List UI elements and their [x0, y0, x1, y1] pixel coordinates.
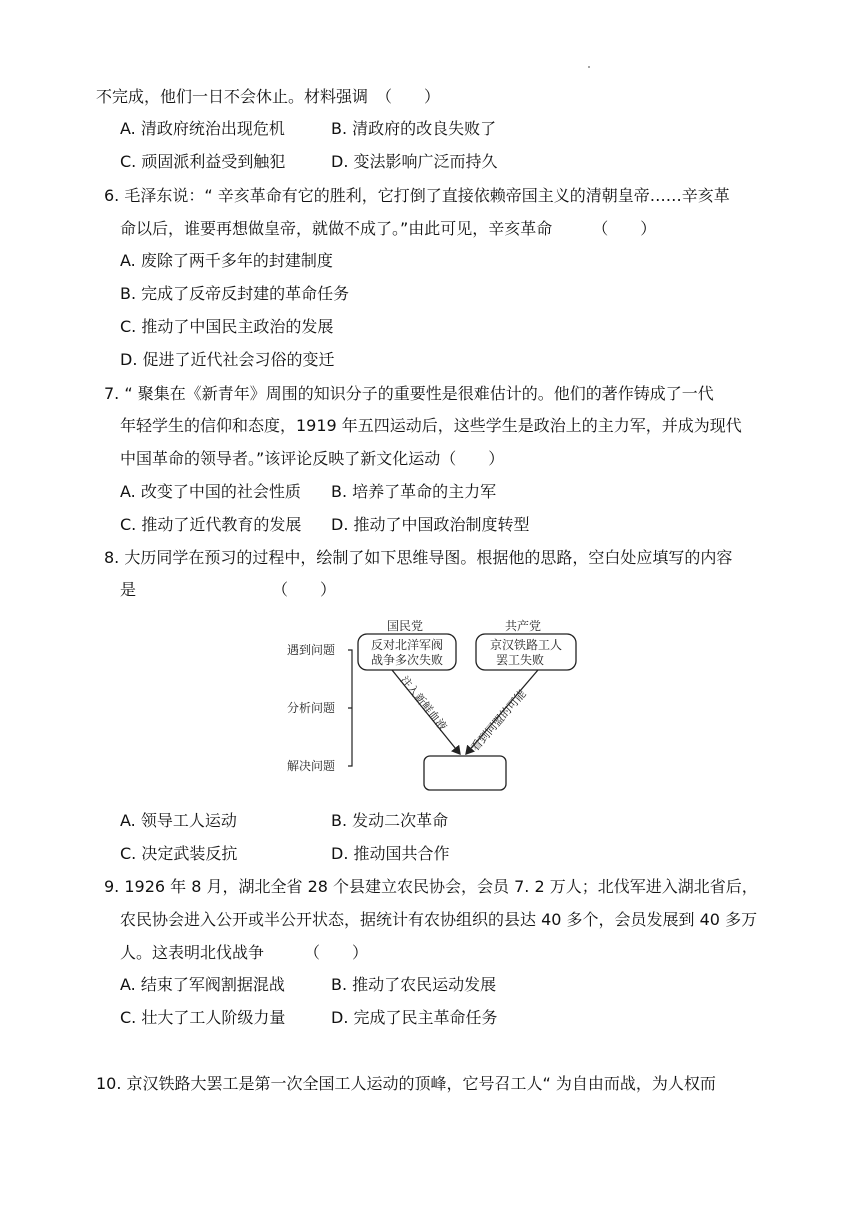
q7-stem-line2: 年轻学生的信仰和态度，1919 年五四运动后，这些学生是政治上的主力军，并成为现代 — [120, 416, 742, 435]
q8-stem-line2: 是 （ ） — [120, 580, 337, 599]
mind-map-diagram — [280, 612, 590, 797]
q9-option-d: D. 完成了民主革命任务 — [331, 1008, 498, 1027]
q6-option-a: A. 废除了两千多年的封建制度 — [120, 251, 333, 270]
q5-option-d: D. 变法影响广泛而持久 — [331, 152, 498, 171]
stage-bracket — [348, 650, 352, 766]
q9-stem-line1: 9. 1926 年 8 月，湖北全省 28 个县建立农民协会，会员 7. 2 万人；北伐军进入湖北省后， — [104, 877, 758, 896]
q5-option-c: C. 顽固派利益受到触犯 — [120, 152, 286, 171]
q6-option-d: D. 促进了近代社会习俗的变迁 — [120, 350, 335, 369]
cpc-box-line2: 罢工失败 — [496, 653, 545, 667]
cpc-box-line1: 京汉铁路工人 — [489, 638, 563, 652]
q8-option-d: D. 推动国共合作 — [331, 844, 450, 863]
q9-option-c: C. 壮大了工人阶级力量 — [120, 1008, 286, 1027]
kmt-box-line2: 战争多次失败 — [370, 653, 444, 667]
kmt-box-line1: 反对北洋军阀 — [370, 638, 444, 652]
stage-encounter-problem: 遇到问题 — [287, 643, 336, 657]
q7-option-b: B. 培养了革命的主力军 — [331, 482, 497, 501]
q9-option-b: B. 推动了农民运动发展 — [331, 975, 497, 994]
q7-stem-line3: 中国革命的领导者。”该评论反映了新文化运动（ ） — [120, 449, 505, 468]
q5-option-a: A. 清政府统治出现危机 — [120, 119, 285, 138]
scan-dot — [588, 66, 590, 68]
q6-option-c: C. 推动了中国民主政治的发展 — [120, 317, 334, 336]
q10-stem-line1: 10. 京汉铁路大罢工是第一次全国工人运动的顶峰，它号召工人“ 为自由而战，为人权而 — [96, 1074, 716, 1093]
q8-stem-line1: 8. 大历同学在预习的过程中，绘制了如下思维导图。根据他的思路，空白处应填写的内容 — [104, 548, 733, 567]
q5-option-b: B. 清政府的改良失败了 — [331, 119, 497, 138]
left-arrow-label: 注入新鲜血液 — [397, 673, 450, 734]
q6-stem-line1: 6. 毛泽东说：“ 辛亥革命有它的胜利，它打倒了直接依赖帝国主义的清朝皇帝……辛亥革 — [104, 186, 730, 205]
blank-answer-box — [424, 756, 506, 790]
q9-stem-line2: 农民协会进入公开或半公开状态，据统计有农协组织的县达 40 多个，会员发展到 40 多万 — [120, 910, 758, 929]
q9-stem-line3: 人。这表明北伐战争 （ ） — [120, 943, 369, 962]
stage-analyze-problem: 分析问题 — [287, 701, 336, 715]
q7-stem-line1: 7. “ 聚集在《新青年》周围的知识分子的重要性是很难估计的。他们的著作铸成了一代 — [104, 384, 714, 403]
q6-option-b: B. 完成了反帝反封建的革命任务 — [120, 284, 350, 303]
q9-option-a: A. 结束了军阀割据混战 — [120, 975, 285, 994]
right-arrow-label: 看到同盟的可能 — [468, 687, 529, 754]
q7-option-a: A. 改变了中国的社会性质 — [120, 482, 301, 501]
q8-option-a: A. 领导工人运动 — [120, 811, 237, 830]
kmt-title: 国民党 — [386, 619, 424, 633]
q7-option-d: D. 推动了中国政治制度转型 — [331, 515, 530, 534]
q5-continuation: 不完成，他们一日不会休止。材料强调 （ ） — [96, 87, 441, 106]
q8-option-b: B. 发动二次革命 — [331, 811, 449, 830]
q6-stem-line2: 命以后，谁要再想做皇帝，就做不成了。”由此可见，辛亥革命 （ ） — [120, 219, 657, 238]
q8-option-c: C. 决定武装反抗 — [120, 844, 238, 863]
q7-option-c: C. 推动了近代教育的发展 — [120, 515, 302, 534]
cpc-title: 共产党 — [504, 619, 542, 633]
stage-solve-problem: 解决问题 — [287, 759, 336, 773]
